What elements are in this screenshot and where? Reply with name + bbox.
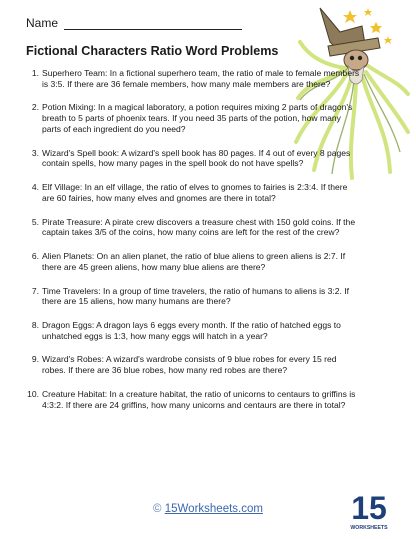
problem-text: Creature Habitat: In a creature habitat, the ratio of unicorns to centaurs to griffins is 4:3:2. If there are 24 griffins, how many unicorns and centaurs are there in total? [42, 388, 356, 410]
problem-number: 3. [31, 147, 39, 158]
problem-number: 4. [31, 182, 39, 193]
problem-item [31, 102, 360, 134]
problem-number: 6. [31, 251, 39, 262]
problem-item [31, 285, 360, 307]
problem-item [31, 68, 360, 89]
name-blank-line[interactable] [64, 18, 242, 30]
worksheet-title: Fictional Characters Ratio Word Problems [26, 44, 279, 58]
copyright-icon: © [153, 503, 162, 515]
problem-number: 10. [27, 388, 39, 399]
problem-number: 8. [31, 319, 39, 330]
problem-item [27, 388, 360, 410]
problem-item [31, 354, 360, 376]
problem-item [31, 182, 360, 203]
problem-text: Potion Mixing: In a magical laboratory, a potion requires mixing 2 parts of dragon's breath to 5 parts of phoenix tears. If you need 35 parts of the potion, how many parts of each ingredient do you need? [42, 102, 353, 134]
problem-text: Time Travelers: In a group of time travelers, the ratio of humans to aliens is 3:2. If there are 15 aliens, how many humans are there? [42, 285, 350, 307]
brand-logo [350, 488, 388, 532]
problem-text: Elf Village: In an elf village, the ratio of elves to gnomes to fairies is 2:3:4. If there are 60 fairies, how many elves and gnomes are there in total? [42, 182, 348, 203]
logo-number: 15 [351, 490, 387, 526]
problem-item [31, 216, 360, 238]
site-link[interactable]: 15Worksheets.com [164, 503, 263, 515]
problem-item [31, 147, 360, 169]
problem-text: Dragon Eggs: A dragon lays 6 eggs every month. If the ratio of hatched eggs to unhatched eggs is 1:3, how many eggs will hatch in a year? [42, 319, 341, 341]
problem-text: Wizard's Robes: A wizard's wardrobe consists of 9 blue robes for every 15 red robes. If there are 36 blue robes, how many red robes are there? [42, 354, 337, 376]
problem-number: 2. [31, 102, 39, 113]
problem-item [31, 251, 360, 272]
problem-number: 5. [31, 216, 39, 227]
problem-list [27, 68, 360, 423]
problem-number: 1. [31, 68, 39, 78]
name-label: Name [26, 16, 59, 30]
problem-text: Pirate Treasure: A pirate crew discovers a treasure chest with 150 gold coins. If the captain takes 3/5 of the coins, how many coins are left for the rest of the crew? [42, 216, 356, 238]
problem-text: Alien Planets: On an alien planet, the ratio of blue aliens to green aliens is 2:7. If there are 45 green aliens, how many blue aliens are there? [42, 251, 346, 272]
problem-number: 7. [31, 285, 39, 296]
logo-caption: WORKSHEETS [350, 525, 388, 531]
problem-text: Superhero Team: In a fictional superhero team, the ratio of male to female members is 3:5. If there are 36 female members, how many male members are there? [42, 68, 360, 89]
problem-text: Wizard's Spell book: A wizard's spell book has 80 pages. If 4 out of every 8 pages contain spells, how many pages in the spell book do not have spells? [42, 147, 351, 169]
problem-item [31, 319, 360, 341]
problem-number: 9. [31, 354, 39, 365]
name-field [26, 16, 242, 30]
